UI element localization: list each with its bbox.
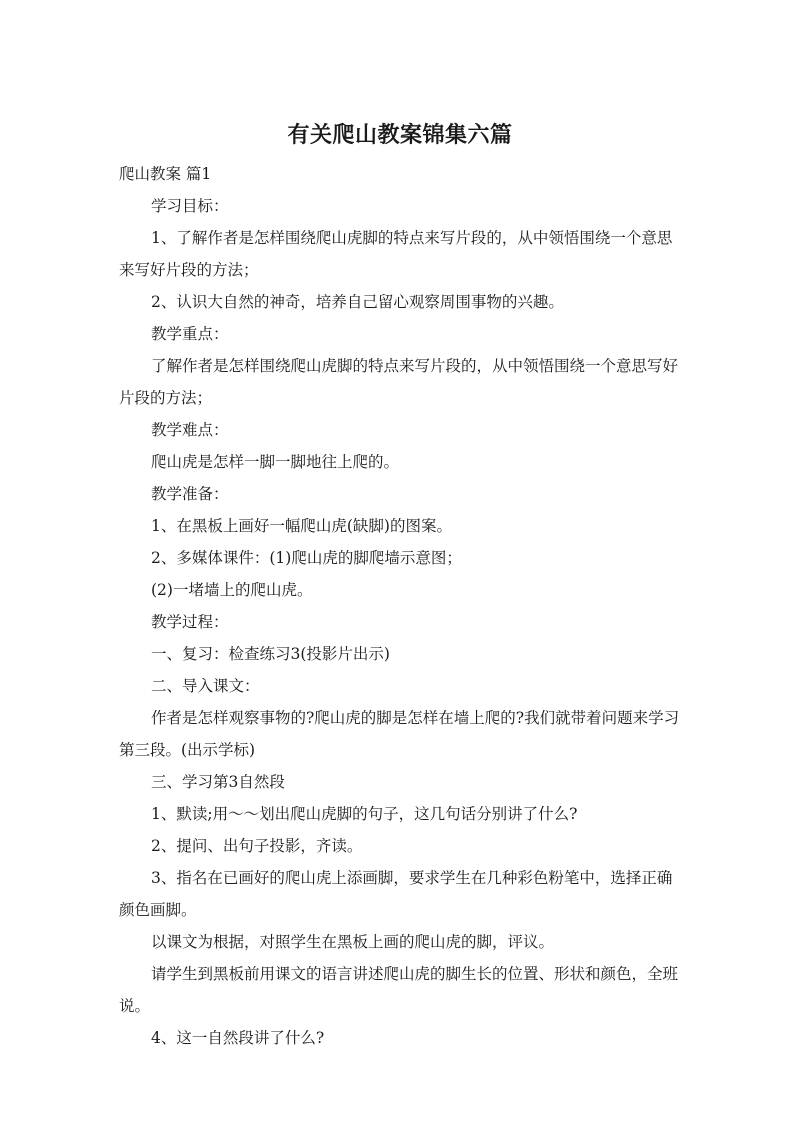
paragraph-step-2: 2、提问、出句子投影，齐读。 — [151, 837, 363, 855]
paragraph-difficulty-heading: 教学难点： — [151, 421, 229, 439]
paragraph-step-1: 1、默读;用～～划出爬山虎脚的句子，这几句话分别讲了什么? — [151, 805, 578, 823]
paragraph-review: 一、复习：检查练习3(投影片出示) — [151, 645, 390, 663]
paragraph-key-points: 了解作者是怎样围绕爬山虎脚的特点来写片段的，从中领悟围绕一个意思写好片段的方法； — [119, 357, 679, 407]
paragraph-goal-1: 1、了解作者是怎样围绕爬山虎脚的特点来写片段的，从中领悟围绕一个意思来写好片段的方法； — [119, 229, 673, 279]
paragraph-preparation-heading: 教学准备： — [151, 485, 229, 503]
paragraph-intro: 二、导入课文： — [151, 677, 260, 695]
paragraph-preparation-3: (2)一堵墙上的爬山虎。 — [151, 581, 313, 599]
paragraph-step-4: 4、这一自然段讲了什么? — [151, 1029, 325, 1047]
paragraph-key-points-heading: 教学重点： — [151, 325, 229, 343]
paragraph-step-3: 3、指名在已画好的爬山虎上添画脚，要求学生在几种彩色粉笔中，选择正确颜色画脚。 — [119, 869, 673, 919]
paragraph-preparation-1: 1、在黑板上画好一幅爬山虎(缺脚)的图案。 — [151, 517, 452, 535]
paragraph-learning-goals-heading: 学习目标： — [151, 197, 229, 215]
document-title: 有关爬山教案锦集六篇 — [287, 123, 513, 148]
paragraph-preparation-2: 2、多媒体课件：(1)爬山虎的脚爬墙示意图； — [151, 549, 462, 567]
section-heading: 爬山教案 篇1 — [119, 165, 212, 183]
paragraph-study-section-3: 三、学习第3自然段 — [151, 773, 285, 791]
document-body — [119, 158, 687, 1054]
paragraph-goal-2: 2、认识大自然的神奇，培养自己留心观察周围事物的兴趣。 — [151, 293, 564, 311]
paragraph-class-speech: 请学生到黑板前用课文的语言讲述爬山虎的脚生长的位置、形状和颜色，全班说。 — [119, 965, 679, 1015]
paragraph-difficulty: 爬山虎是怎样一脚一脚地往上爬的。 — [151, 453, 400, 471]
paragraph-evaluation: 以课文为根据，对照学生在黑板上画的爬山虎的脚，评议。 — [151, 933, 555, 951]
paragraph-question: 作者是怎样观察事物的?爬山虎的脚是怎样在墙上爬的?我们就带着问题来学习第三段。(出示学标) — [119, 709, 680, 759]
paragraph-process-heading: 教学过程： — [151, 613, 229, 631]
